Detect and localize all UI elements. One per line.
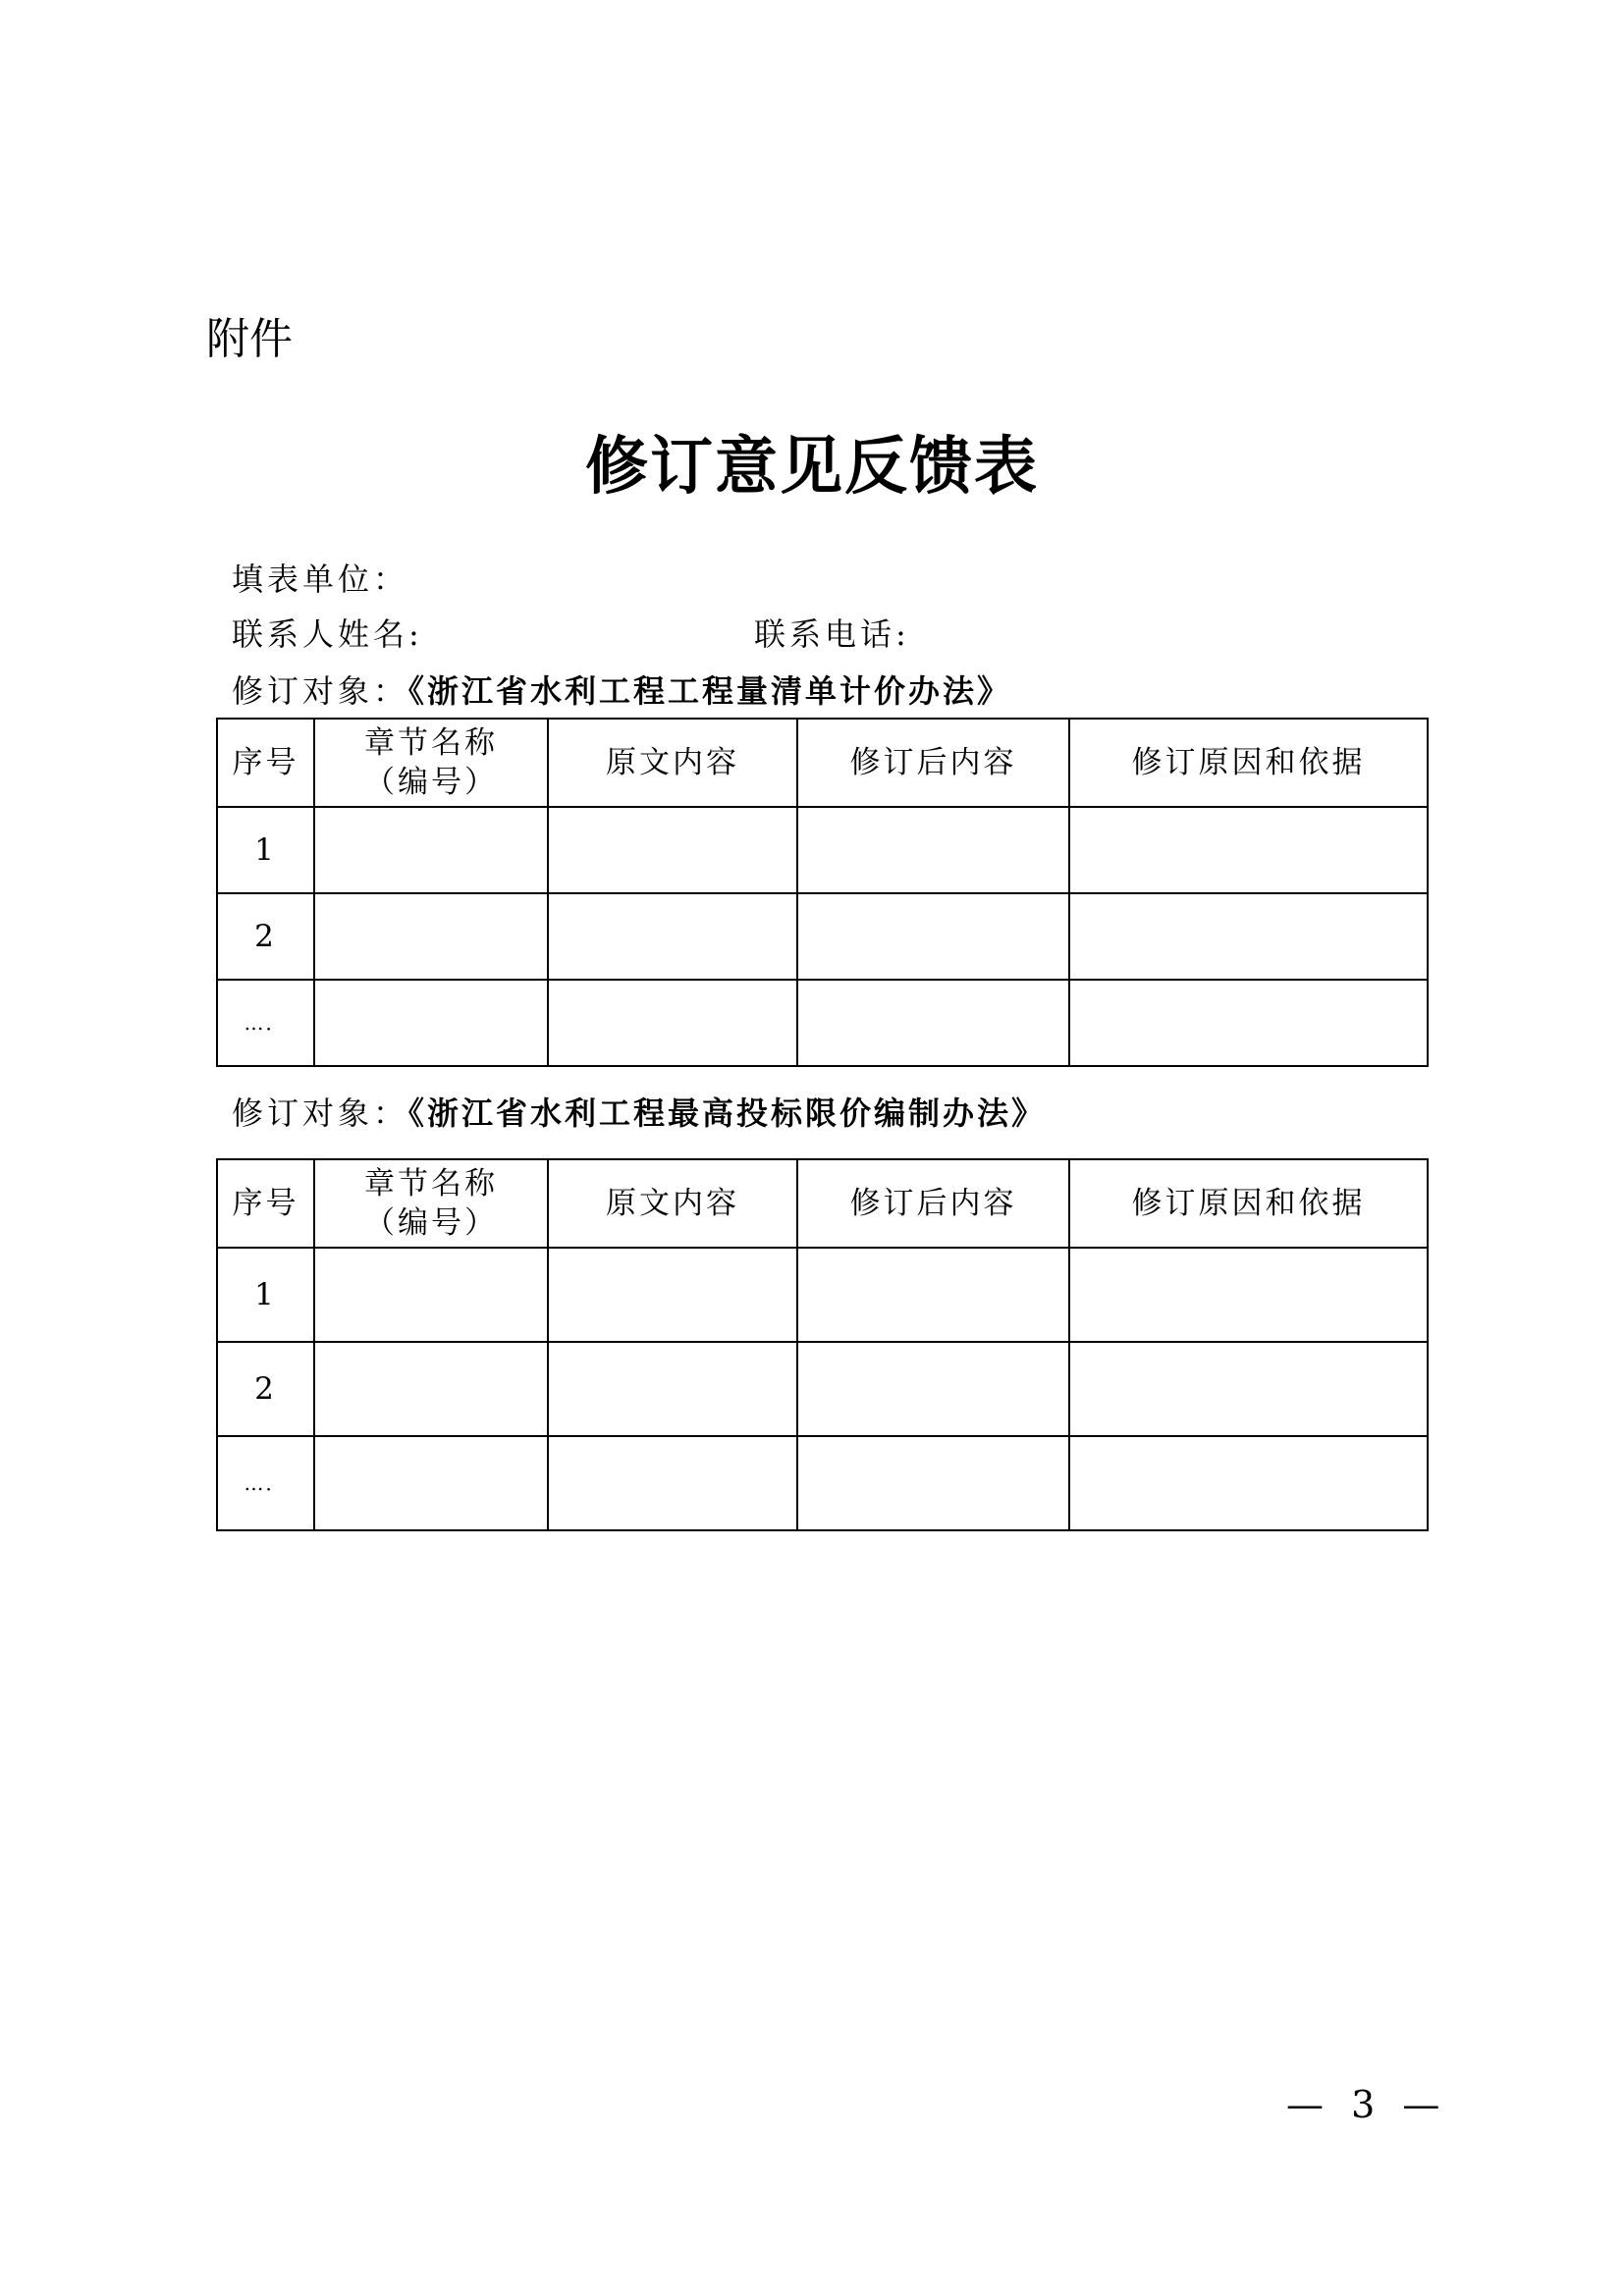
row-number: 1	[217, 1248, 314, 1342]
reason-cell[interactable]	[1069, 807, 1428, 893]
chapter-cell[interactable]	[314, 1342, 548, 1436]
col-header-chapter-name: 章节名称	[364, 1166, 498, 1201]
original-cell[interactable]	[548, 807, 797, 893]
col-header-original: 原文内容	[548, 1159, 797, 1248]
revision-object-label: 修订对象：	[232, 672, 409, 710]
contact-name-label: 联系人姓名:	[232, 615, 423, 653]
chapter-cell[interactable]	[314, 1436, 548, 1530]
unit-label: 填表单位：	[232, 561, 409, 598]
row-number: 1	[217, 807, 314, 893]
col-header-chapter	[314, 719, 548, 807]
reason-cell[interactable]	[1069, 980, 1428, 1066]
chapter-cell[interactable]	[314, 980, 548, 1066]
reason-cell[interactable]	[1069, 1248, 1428, 1342]
revised-cell[interactable]	[797, 807, 1069, 893]
reason-cell[interactable]	[1069, 893, 1428, 980]
page-title: 修订意见反馈表	[585, 431, 1039, 504]
revised-cell[interactable]	[797, 1248, 1069, 1342]
table-row	[217, 807, 1428, 893]
revised-cell[interactable]	[797, 893, 1069, 980]
revision-object-label: 修订对象：	[232, 1095, 409, 1132]
chapter-cell[interactable]	[314, 893, 548, 980]
original-cell[interactable]	[548, 980, 797, 1066]
table-row	[217, 980, 1428, 1066]
contact-phone-label: 联系电话:	[754, 615, 910, 653]
original-cell[interactable]	[548, 893, 797, 980]
row-number: …．	[217, 1436, 314, 1530]
col-header-chapter-number: （编号）	[364, 1205, 498, 1241]
revised-cell[interactable]	[797, 1436, 1069, 1530]
original-cell[interactable]	[548, 1248, 797, 1342]
revision-object-name: 《浙江省水利工程工程量清单计价办法》	[408, 672, 1012, 710]
col-header-no: 序号	[217, 719, 314, 807]
revision-object-name: 《浙江省水利工程最高投标限价编制办法》	[408, 1095, 1047, 1132]
table-row	[217, 1248, 1428, 1342]
row-number: 2	[217, 1342, 314, 1436]
col-header-no: 序号	[217, 1159, 314, 1248]
table-row	[217, 1436, 1428, 1530]
table-row	[217, 1342, 1428, 1436]
revised-cell[interactable]	[797, 980, 1069, 1066]
col-header-revised: 修订后内容	[797, 719, 1069, 807]
col-header-original: 原文内容	[548, 719, 797, 807]
col-header-revised: 修订后内容	[797, 1159, 1069, 1248]
original-cell[interactable]	[548, 1342, 797, 1436]
reason-cell[interactable]	[1069, 1436, 1428, 1530]
col-header-chapter-name: 章节名称	[364, 725, 498, 761]
col-header-reason: 修订原因和依据	[1069, 1159, 1428, 1248]
revised-cell[interactable]	[797, 1342, 1069, 1436]
row-number: …．	[217, 980, 314, 1066]
original-cell[interactable]	[548, 1436, 797, 1530]
attachment-label: 附件	[206, 314, 293, 364]
row-number: 2	[217, 893, 314, 980]
feedback-table-2	[216, 1158, 1429, 1531]
table-row	[217, 893, 1428, 980]
page-number: — 3 —	[1286, 2083, 1448, 2126]
revision-object-line-1	[232, 669, 1011, 713]
revision-object-line-2	[232, 1092, 1046, 1135]
col-header-reason: 修订原因和依据	[1069, 719, 1428, 807]
chapter-cell[interactable]	[314, 807, 548, 893]
chapter-cell[interactable]	[314, 1248, 548, 1342]
col-header-chapter	[314, 1159, 548, 1248]
table-header-row	[217, 719, 1428, 807]
col-header-chapter-number: （编号）	[364, 765, 498, 800]
feedback-table-1	[216, 718, 1429, 1067]
reason-cell[interactable]	[1069, 1342, 1428, 1436]
table-header-row	[217, 1159, 1428, 1248]
